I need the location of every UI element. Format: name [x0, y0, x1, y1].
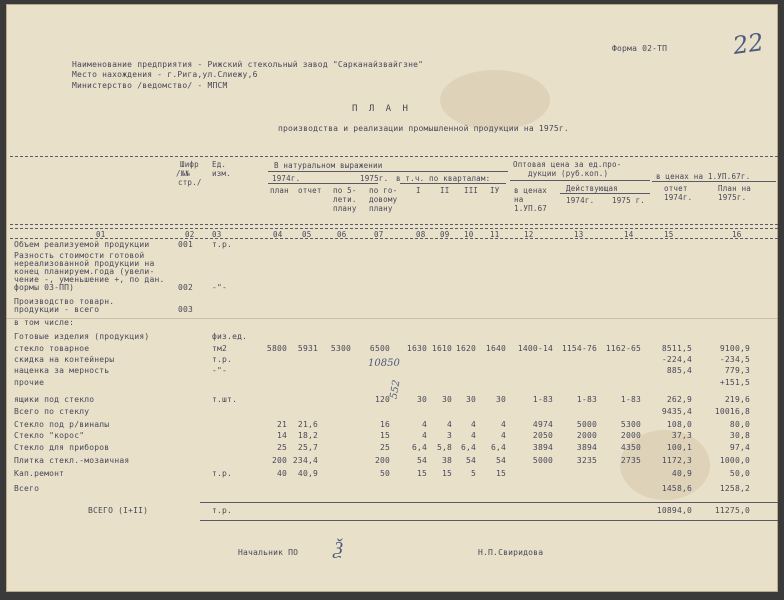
column-number: 14 — [624, 230, 634, 239]
row-name: Готовые изделия (продукция) — [14, 332, 150, 341]
table-cell: 6,4 — [411, 443, 427, 452]
table-cell: 9100,9 — [719, 344, 750, 353]
table-cell: 97,4 — [729, 443, 750, 452]
table-cell: 200 — [271, 456, 287, 465]
col-1974: 1974г. — [272, 174, 301, 183]
table-cell: 3894 — [576, 443, 597, 452]
row-name: чение -, уменьшение +, по дан. — [14, 275, 165, 284]
table-cell: 25,7 — [297, 443, 318, 452]
column-number: 07 — [374, 230, 384, 239]
table-cell: 262,9 — [666, 395, 692, 404]
table-cell: 1154-76 — [561, 344, 597, 353]
table-cell: -224,4 — [661, 355, 692, 364]
table-cell: 1258,2 — [719, 484, 750, 493]
enterprise-location: Место нахождения - г.Рига,ул.Слиежу,6 — [72, 70, 258, 79]
table-cell: 5000 — [532, 456, 553, 465]
fold-line — [6, 318, 778, 319]
col-unit-2: изм. — [212, 169, 231, 178]
col-unit-1: Ед. — [212, 160, 227, 169]
col-prices-1967-1: в ценах — [514, 186, 548, 195]
row-name: ВСЕГО (I+II) — [88, 506, 149, 515]
table-cell: 10894,0 — [656, 506, 692, 515]
table-cell: 1-83 — [576, 395, 597, 404]
stain — [440, 70, 550, 130]
col-quarters-group: в т.ч. по кварталам: — [396, 174, 491, 183]
table-cell: 11275,0 — [714, 506, 750, 515]
table-cell: 15 — [441, 469, 452, 478]
row-unit: -"- — [212, 366, 228, 375]
table-cell: 3 — [446, 431, 452, 440]
table-cell: 21,6 — [297, 420, 318, 429]
column-number: 04 — [273, 230, 283, 239]
table-cell: 1458,6 — [661, 484, 692, 493]
row-code: 001 — [178, 240, 194, 249]
table-cell: 5931 — [297, 344, 318, 353]
column-number: 12 — [524, 230, 534, 239]
col-q1: I — [416, 186, 421, 195]
table-cell: 1400-14 — [517, 344, 553, 353]
col-wholesale-1: Оптовая цена за ед.про- — [513, 160, 622, 169]
table-cell: 4 — [421, 420, 427, 429]
rule — [560, 193, 650, 194]
table-cell: 100,1 — [666, 443, 692, 452]
column-number: 10 — [464, 230, 474, 239]
column-number: 01 — [96, 230, 106, 239]
table-cell: 10016,8 — [714, 407, 750, 416]
column-number: 13 — [574, 230, 584, 239]
col-q3: III — [464, 186, 479, 195]
table-cell: 120 — [374, 395, 390, 404]
row-name: ящики под стекло — [14, 395, 95, 404]
table-cell: 4974 — [532, 420, 553, 429]
row-name: продукции - всего — [14, 305, 100, 314]
row-unit: т.шт. — [212, 395, 238, 404]
rule — [400, 183, 506, 184]
table-cell: 5000 — [576, 420, 597, 429]
col-expected-1: по 5- — [333, 186, 357, 195]
chief-label: Начальник ПО — [238, 548, 299, 557]
row-name: Стекло под р/виналы — [14, 420, 110, 429]
col-current-1974: 1974г. — [566, 196, 595, 205]
table-cell: 40,9 — [297, 469, 318, 478]
row-unit: т.р. — [212, 240, 233, 249]
table-cell: 80,0 — [729, 420, 750, 429]
col-prices-1967-3: 1.УП.67 — [514, 204, 548, 213]
table-cell: 4 — [470, 420, 476, 429]
table-cell: 30 — [465, 395, 476, 404]
column-number: 06 — [337, 230, 347, 239]
row-name: Стекло для приборов — [14, 443, 110, 452]
row-unit: т.р. — [212, 469, 233, 478]
plan-subtitle: производства и реализации промышленной продукции на 1975г. — [278, 124, 569, 133]
column-number: 05 — [302, 230, 312, 239]
col-expected-3: плану — [333, 204, 357, 213]
column-number-rule-top — [10, 224, 778, 225]
row-name: нереализованной продукции на — [14, 259, 155, 268]
row-name: Объем реализуемой продукции — [14, 240, 150, 249]
table-cell: 54 — [416, 456, 427, 465]
rule — [268, 183, 378, 184]
table-cell: 1-83 — [620, 395, 641, 404]
table-cell: 18,2 — [297, 431, 318, 440]
total-rule — [200, 520, 778, 521]
signer-name: Н.П.Свиридова — [478, 548, 544, 557]
table-cell: 15 — [495, 469, 506, 478]
table-cell: 16 — [379, 420, 390, 429]
column-number-rule-bottom — [10, 238, 778, 239]
col-current-1975: 1975 г. — [612, 196, 646, 205]
total-rule — [200, 502, 778, 503]
table-cell: 4 — [500, 431, 506, 440]
col-plan: план — [270, 186, 289, 195]
table-cell: 50,0 — [729, 469, 750, 478]
table-cell: 2050 — [532, 431, 553, 440]
col-code-2: /№№ — [176, 169, 191, 178]
column-number: 16 — [732, 230, 742, 239]
row-unit: физ.ед. — [212, 332, 248, 341]
table-cell: 37,3 — [671, 431, 692, 440]
table-cell: 50 — [379, 469, 390, 478]
column-number-rule-top — [10, 228, 778, 229]
table-cell: 1162-65 — [605, 344, 641, 353]
column-number: 09 — [440, 230, 450, 239]
row-name: Всего — [14, 484, 40, 493]
col-plan-1975-1: План на — [718, 184, 752, 193]
row-name: Производство товарн. — [14, 297, 115, 306]
table-cell: 108,0 — [666, 420, 692, 429]
column-number: 03 — [212, 230, 222, 239]
handwritten-note: 552 — [388, 379, 403, 400]
row-code: 003 — [178, 305, 194, 314]
table-cell: 14 — [276, 431, 287, 440]
table-cell: 5300 — [330, 344, 351, 353]
table-cell: 5300 — [620, 420, 641, 429]
row-name: Плитка стекл.-мозаичная — [14, 456, 130, 465]
table-cell: 4 — [470, 431, 476, 440]
table-cell: 2000 — [620, 431, 641, 440]
table-cell: 9435,4 — [661, 407, 692, 416]
row-unit: т.р. — [212, 355, 233, 364]
table-cell: 8511,5 — [661, 344, 692, 353]
table-cell: 6,4 — [490, 443, 506, 452]
row-name: конец планируем.года (увели- — [14, 267, 155, 276]
col-contract-3: плану — [369, 204, 393, 213]
table-cell: 4 — [446, 420, 452, 429]
table-top-rule — [10, 156, 778, 157]
col-in-prices-1967: в ценах на 1.УП.67г. — [656, 172, 751, 181]
table-cell: 30 — [441, 395, 452, 404]
form-number: Форма 02-ТП — [612, 44, 668, 53]
row-name: Кап.ремонт — [14, 469, 65, 478]
column-number: 11 — [490, 230, 500, 239]
row-name: скидка на контейнеры — [14, 355, 115, 364]
table-cell: 1630 — [406, 344, 427, 353]
rule — [652, 181, 776, 182]
col-wholesale-2: дукции (руб.коп.) — [528, 169, 609, 178]
table-cell: 3894 — [532, 443, 553, 452]
row-name: Стекло "корос" — [14, 431, 85, 440]
signature: Ѯ — [334, 538, 343, 559]
column-number: 15 — [664, 230, 674, 239]
table-cell: 1610 — [431, 344, 452, 353]
col-q4: IУ — [490, 186, 500, 195]
col-contract-1: по го- — [369, 186, 398, 195]
col-expected-2: лети. — [333, 195, 357, 204]
col-report-1974-2: 1974г. — [664, 193, 693, 202]
table-cell: 30 — [416, 395, 427, 404]
row-unit: тм2 — [212, 344, 228, 353]
col-natural-group: В натуральном выражении — [274, 161, 383, 170]
column-number: 02 — [185, 230, 195, 239]
table-cell: 885,4 — [666, 366, 692, 375]
table-cell: 4 — [421, 431, 427, 440]
table-cell: 3235 — [576, 456, 597, 465]
row-name: наценка за мерность — [14, 366, 110, 375]
table-cell: 25 — [276, 443, 287, 452]
table-cell: 1640 — [485, 344, 506, 353]
col-prices-1967-2: на — [514, 195, 524, 204]
plan-title: П Л А Н — [352, 104, 411, 114]
table-cell: 54 — [495, 456, 506, 465]
col-code-3: стр./ — [178, 178, 202, 187]
handwritten-note: 10850 — [368, 358, 400, 369]
enterprise-name: Наименование предприятия - Рижский стекольный завод "Сарканайзвайгзне" — [72, 60, 424, 69]
row-name: в том числе: — [14, 318, 75, 327]
table-cell: +151,5 — [719, 378, 750, 387]
document-sheet — [6, 4, 778, 592]
table-cell: 40 — [276, 469, 287, 478]
column-number: 08 — [416, 230, 426, 239]
table-cell: 5,8 — [436, 443, 452, 452]
table-cell: 38 — [441, 456, 452, 465]
col-contract-2: довому — [369, 195, 398, 204]
col-plan-1975-2: 1975г. — [718, 193, 747, 202]
table-cell: 2735 — [620, 456, 641, 465]
table-cell: 219,6 — [724, 395, 750, 404]
row-name: стекло товарное — [14, 344, 90, 353]
row-name: Всего по стеклу — [14, 407, 90, 416]
col-report: отчет — [298, 186, 322, 195]
row-unit: т.р. — [212, 506, 233, 515]
row-name: формы 03-ПП) — [14, 283, 75, 292]
table-cell: 54 — [465, 456, 476, 465]
rule — [510, 180, 650, 181]
table-cell: 15 — [379, 431, 390, 440]
table-cell: 1172,3 — [661, 456, 692, 465]
table-cell: 200 — [374, 456, 390, 465]
table-cell: 6500 — [369, 344, 390, 353]
table-cell: 5 — [470, 469, 476, 478]
col-1975: 1975г. — [360, 174, 389, 183]
col-report-1974-1: отчет — [664, 184, 688, 193]
table-cell: 1-83 — [532, 395, 553, 404]
row-name: прочие — [14, 378, 45, 387]
table-cell: 30,8 — [729, 431, 750, 440]
table-cell: 30 — [495, 395, 506, 404]
table-cell: 1000,0 — [719, 456, 750, 465]
table-cell: 4350 — [620, 443, 641, 452]
table-cell: 5800 — [266, 344, 287, 353]
handwritten-page-number: 22 — [731, 28, 766, 60]
col-code-1: Шифр — [180, 160, 199, 169]
table-cell: 15 — [416, 469, 427, 478]
ministry: Министерство /ведомство/ - МПСМ — [72, 81, 228, 90]
row-code: 002 — [178, 283, 194, 292]
table-cell: 40,9 — [671, 469, 692, 478]
table-cell: 25 — [379, 443, 390, 452]
rule — [268, 171, 508, 172]
table-cell: 1620 — [455, 344, 476, 353]
table-cell: -234,5 — [719, 355, 750, 364]
table-cell: 6,4 — [460, 443, 476, 452]
table-cell: 21 — [276, 420, 287, 429]
col-current: Действующая — [566, 184, 618, 193]
col-q2: II — [440, 186, 450, 195]
table-cell: 234,4 — [292, 456, 318, 465]
table-cell: 2000 — [576, 431, 597, 440]
row-name: Разность стоимости готовой — [14, 251, 145, 260]
row-unit: -"- — [212, 283, 228, 292]
table-cell: 779,3 — [724, 366, 750, 375]
table-cell: 4 — [500, 420, 506, 429]
